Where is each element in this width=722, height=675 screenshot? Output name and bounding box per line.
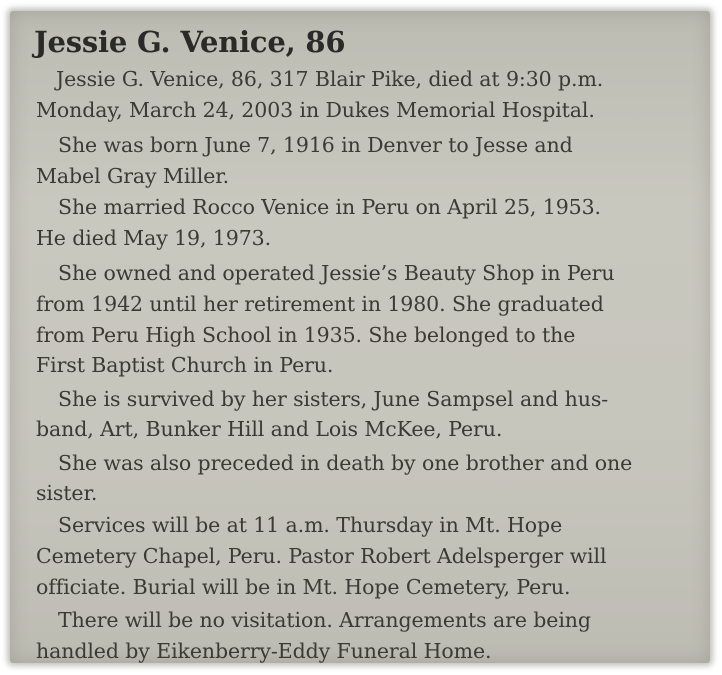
obituary-line: Mabel Gray Miller.	[36, 164, 230, 188]
obituary-line: Monday, March 24, 2003 in Dukes Memorial Hospital.	[36, 98, 595, 122]
obituary-line: He died May 19, 1973.	[36, 226, 271, 250]
obituary-line: Cemetery Chapel, Peru. Pastor Robert Adelsperger will	[36, 544, 607, 568]
obituary-line: band, Art, Bunker Hill and Lois McKee, Peru.	[36, 417, 503, 441]
obituary-line: She was also preceded in death by one brother and one	[58, 451, 633, 475]
obituary-line: from 1942 until her retirement in 1980. She graduated	[36, 292, 604, 316]
obituary-line: officiate. Burial will be in Mt. Hope Cemetery, Peru.	[36, 575, 571, 599]
obituary-line: Jessie G. Venice, 86, 317 Blair Pike, died at 9:30 p.m.	[56, 67, 604, 91]
obituary-line: She was born June 7, 1916 in Denver to Jesse and	[58, 133, 573, 157]
obituary-line: She owned and operated Jessie’s Beauty Shop in Peru	[58, 261, 615, 285]
obituary-line: She is survived by her sisters, June Sampsel and hus-	[58, 387, 609, 411]
newspaper-clipping	[10, 11, 710, 663]
obituary-line: She married Rocco Venice in Peru on April 25, 1953.	[58, 195, 601, 219]
obituary-line: from Peru High School in 1935. She belonged to the	[36, 323, 576, 347]
obituary-headline: Jessie G. Venice, 86	[34, 25, 346, 59]
obituary-line: handled by Eikenberry-Eddy Funeral Home.	[36, 639, 492, 663]
obituary-line: First Baptist Church in Peru.	[36, 353, 334, 377]
obituary-line: There will be no visitation. Arrangements are being	[58, 608, 591, 632]
obituary-line: Services will be at 11 a.m. Thursday in Mt. Hope	[58, 513, 563, 537]
obituary-line: sister.	[36, 481, 98, 505]
